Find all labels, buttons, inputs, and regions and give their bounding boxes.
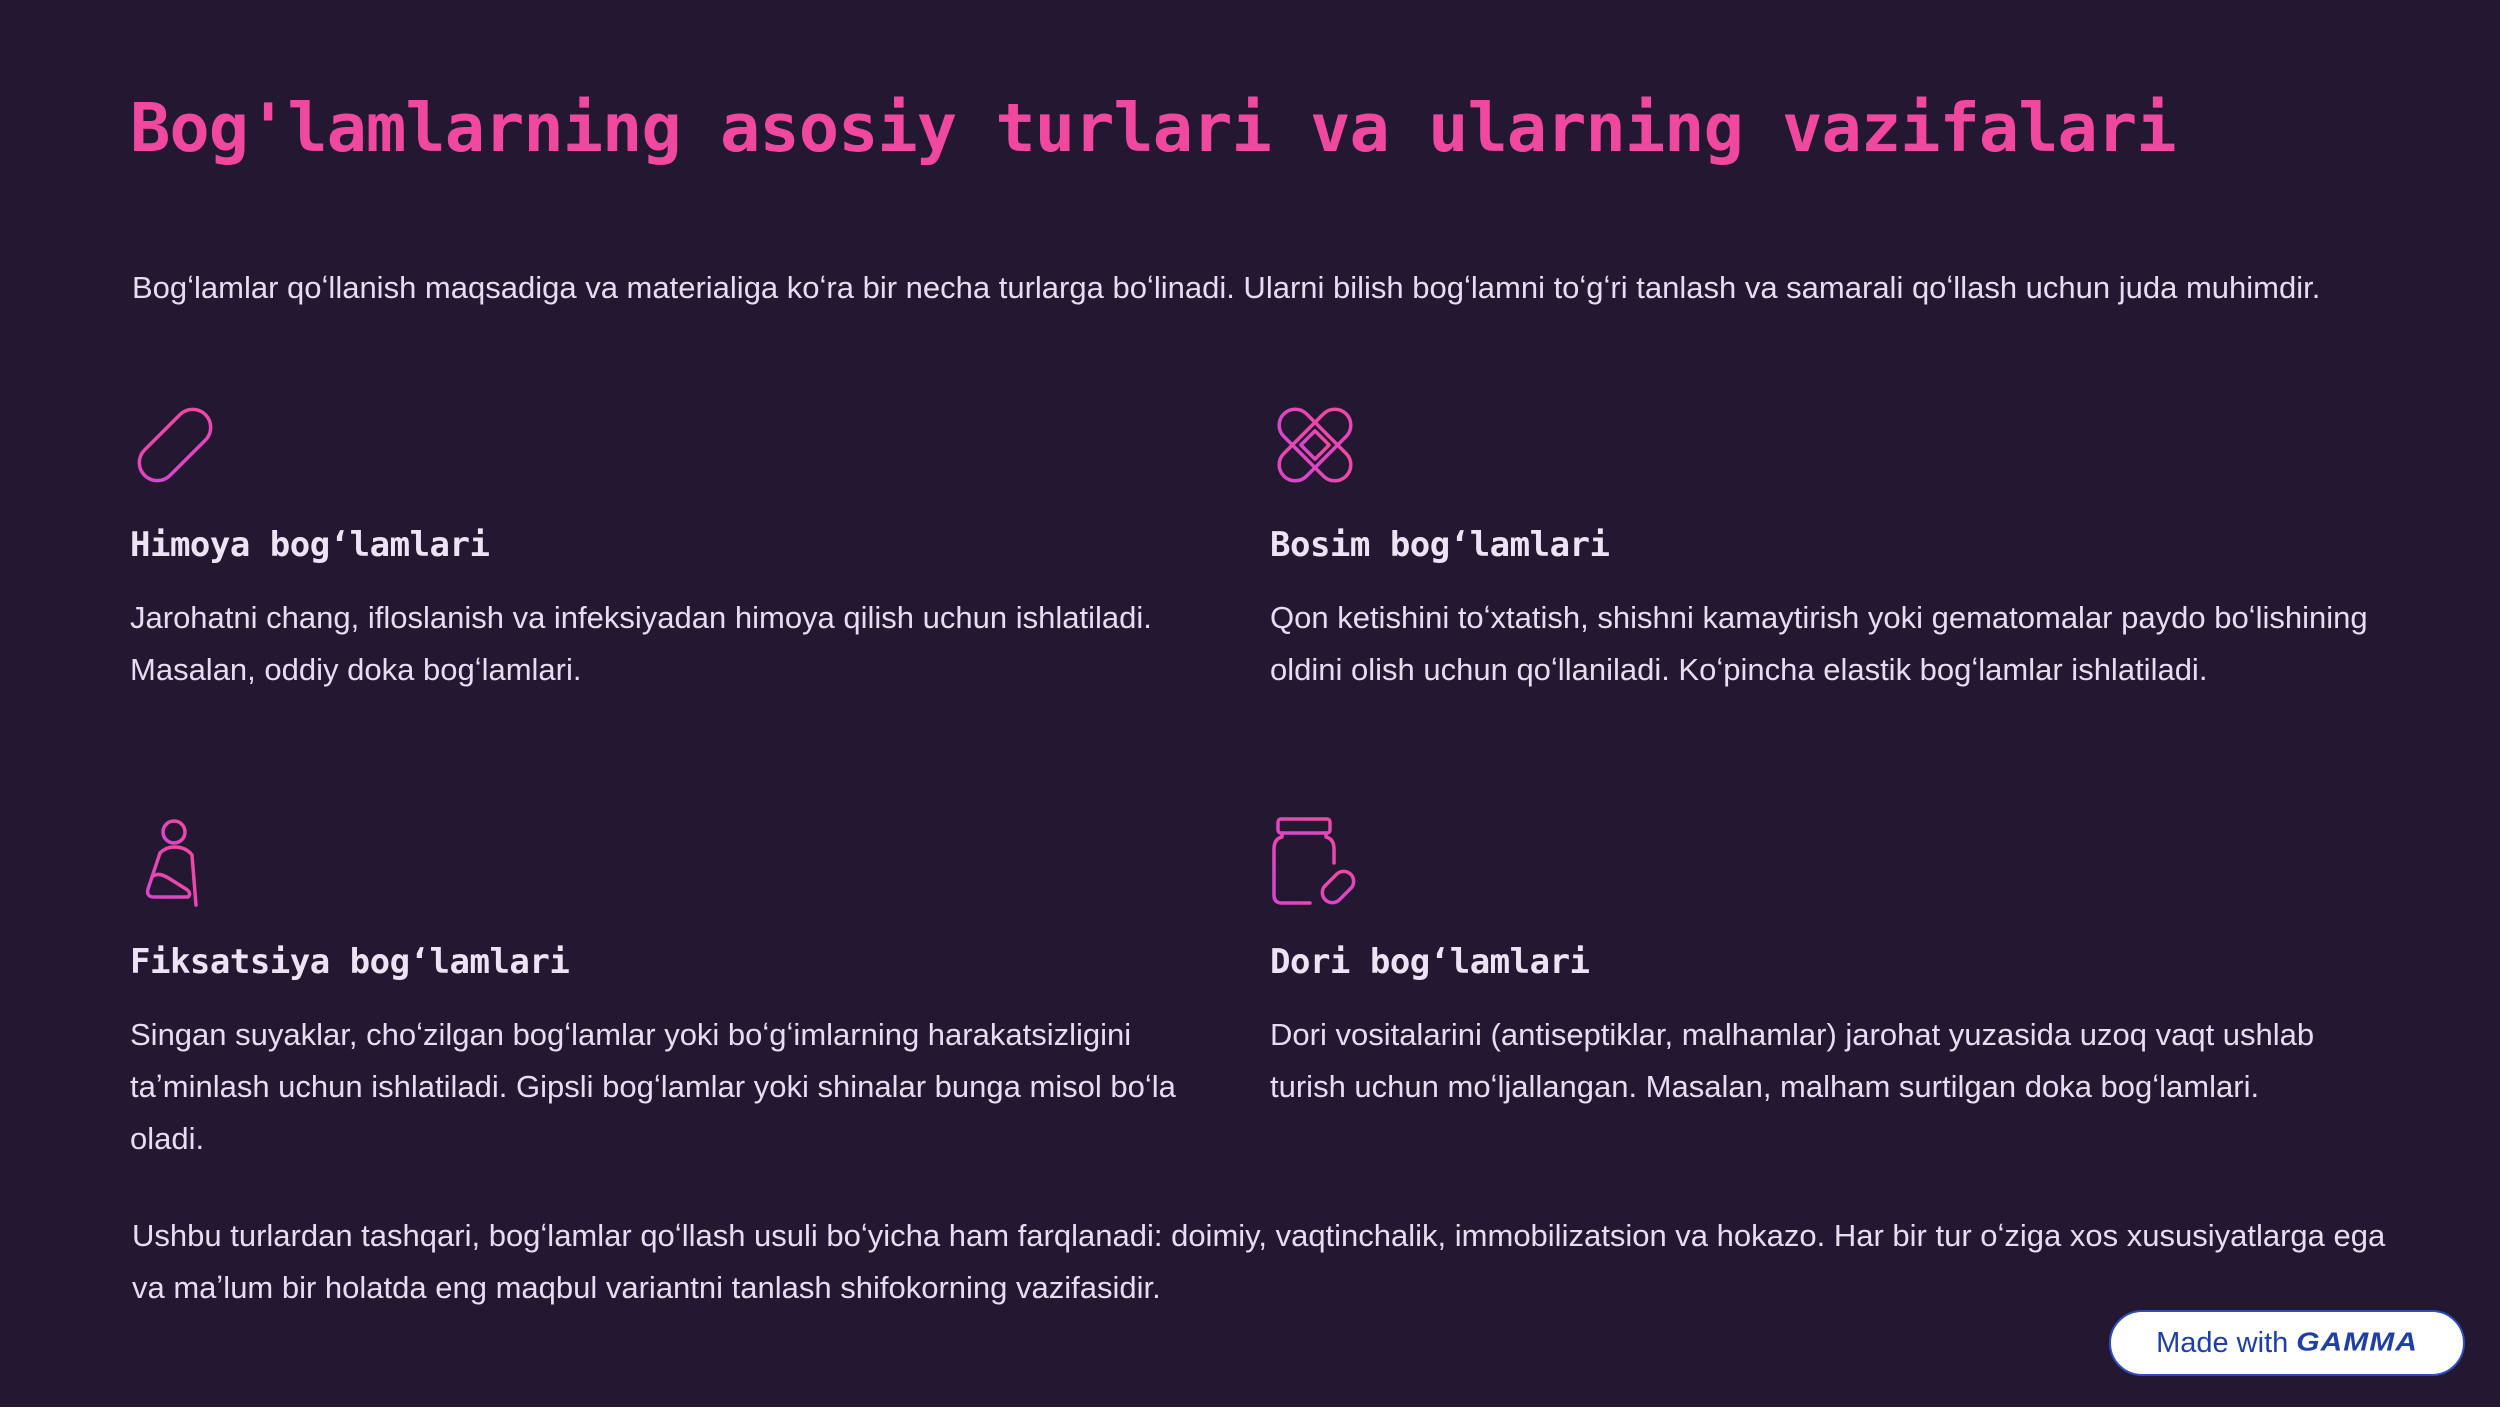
card-title: Fiksatsiya bogʻlamlari	[130, 942, 570, 982]
card-title: Bosim bogʻlamlari	[1270, 525, 1610, 565]
crossed-bandages-icon	[1270, 400, 1360, 490]
arm-sling-icon	[130, 817, 220, 907]
card-text: Singan suyaklar, choʻzilgan bogʻlamlar yoki boʻgʻimlarning harakatsizligini taʼminlash uchun ishlatiladi. Gipsli bogʻlamlar yoki shinalar bunga misol boʻla oladi.	[130, 1017, 1176, 1156]
made-with-gamma-badge[interactable]	[2109, 1310, 2465, 1376]
bandage-icon	[130, 400, 220, 490]
card-title: Dori bogʻlamlari	[1270, 942, 1590, 982]
medicine-jar-icon	[1270, 817, 1360, 907]
card-text: Qon ketishini toʻxtatish, shishni kamaytirish yoki gematomalar paydo boʻlishining oldini olish uchun qoʻllaniladi. Koʻpincha elastik bogʻlamlar ishlatiladi.	[1270, 600, 2368, 687]
card-text: Jarohatni chang, ifloslanish va infeksiyadan himoya qilish uchun ishlatiladi. Masalan, oddiy doka bogʻlamlari.	[130, 600, 1152, 687]
outro-paragraph: Ushbu turlardan tashqari, bogʻlamlar qoʻllash usuli boʻyicha ham farqlanadi: doimiy, vaqtinchalik, immobilizatsion va hokazo. Har bir tur oʻziga xos xususiyatlarga ega va maʼlum bir holatda eng maqbul variantni tanlash shifokorning vazifasidir.	[132, 1218, 2386, 1305]
intro-paragraph: Bogʻlamlar qoʻllanish maqsadiga va materialiga koʻra bir necha turlarga boʻlinadi. Ularni bilish bogʻlamni toʻgʻri tanlash va samarali qoʻllash uchun juda muhimdir.	[132, 270, 2321, 305]
card-text: Dori vositalarini (antiseptiklar, malhamlar) jarohat yuzasida uzoq vaqt ushlab turish uchun moʻljallangan. Masalan, malham surtilgan doka bogʻlamlari.	[1270, 1017, 2315, 1104]
badge-prefix: Made with	[2156, 1326, 2289, 1359]
page-title: Bog'lamlarning asosiy turlari va ularning vazifalari	[130, 89, 2176, 167]
card-title: Himoya bogʻlamlari	[130, 525, 490, 565]
gamma-logo: GAMMA	[2296, 1328, 2418, 1357]
